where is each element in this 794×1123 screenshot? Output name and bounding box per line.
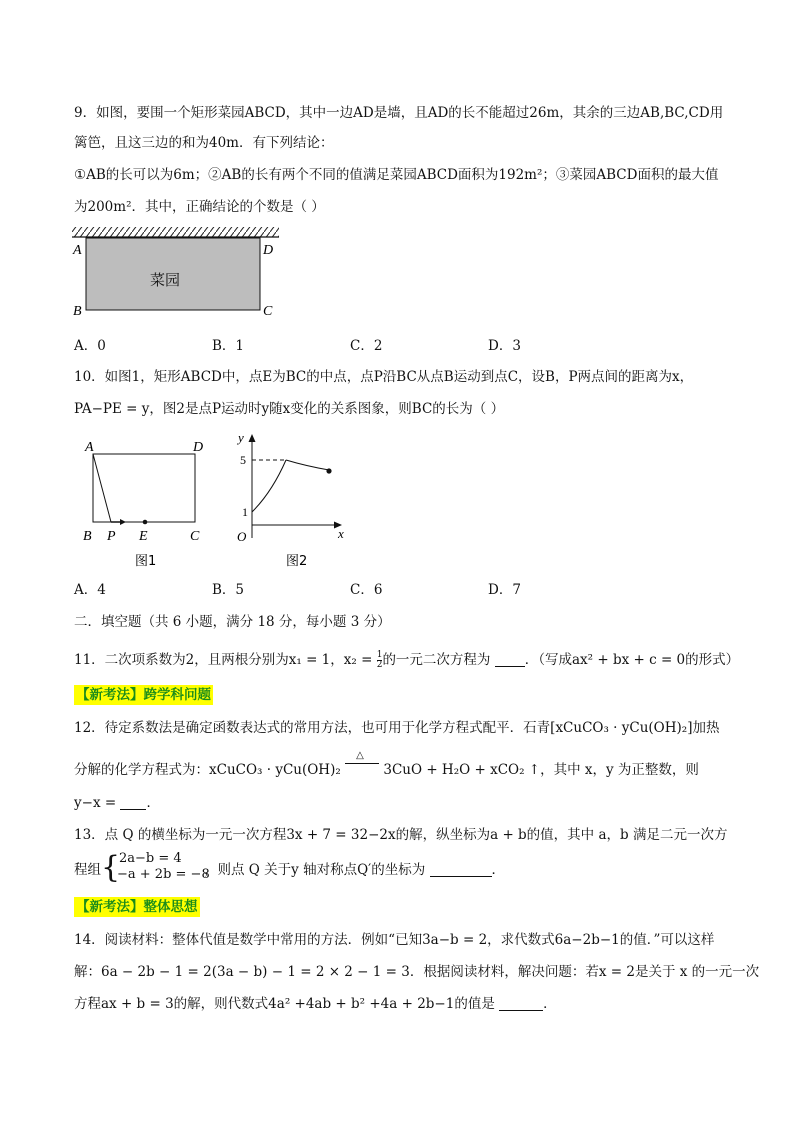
q14-line3-text: 方程ax + b = 3的解，则代数式4a² +4ab + b² +4a + 2b−1的值是 <box>74 996 495 1012</box>
q11-frac-den: 2 <box>376 660 383 670</box>
q9-option-d: D．3 <box>488 338 521 354</box>
q10-option-d: D．7 <box>488 582 521 598</box>
fig1-P: P <box>107 529 116 544</box>
q12-line3-text: y−x = <box>74 795 117 811</box>
eq-1: 2a−b = 4 <box>119 851 182 866</box>
equation-system <box>117 851 210 883</box>
q10-option-b: B．5 <box>212 582 245 598</box>
q11-line <box>74 650 739 670</box>
q9-option-c: C．2 <box>350 338 383 354</box>
q12-answer-blank[interactable] <box>120 795 146 810</box>
wall-hatching <box>72 227 279 237</box>
q13-line2-end: ． <box>491 862 505 878</box>
q12-line2-b: 3CuO + H₂O + xCO₂ ↑，其中 x，y 为正整数，则 <box>383 762 699 778</box>
point-D: D <box>263 243 274 258</box>
q10-figure1 <box>80 432 220 572</box>
fig2-tick-1: 1 <box>242 505 248 519</box>
q9-line1: 9．如图，要围一个矩形菜园ABCD，其中一边AD是墙，且AD的长不能超过26m，其余的三边AB,BC,CD用 <box>74 105 724 121</box>
q11-text-c: ．（写成ax² + bx + c = 0的形式） <box>524 652 740 668</box>
point-A: A <box>73 243 82 258</box>
reaction-line <box>345 763 379 764</box>
garden-label: 菜园 <box>150 271 181 289</box>
q9-option-b: B．1 <box>212 338 245 354</box>
q12-line3-end: ． <box>146 795 160 811</box>
q13-line2-b: ，则点 Q 关于y 轴对称点Q′的坐标为 <box>204 862 426 878</box>
point-B: B <box>73 304 82 319</box>
eq-2: −a + 2b = −8 <box>117 867 210 882</box>
q13-answer-blank[interactable] <box>430 862 492 877</box>
q13-line2-b-wrap <box>204 860 505 880</box>
point-C: C <box>263 304 273 319</box>
q14-line2: 解：6a − 2b − 1 = 2(3a − b) − 1 = 2 × 2 − 1 = 3．根据阅读材料，解决问题：若x = 2是关于 x 的一元一次 <box>74 964 760 980</box>
new-method-tag-1: 【新考法】跨学科问题 <box>76 687 211 703</box>
q12-heat-arrow <box>345 750 379 774</box>
q10-figure2 <box>228 426 358 572</box>
y-axis-arrow <box>249 434 256 442</box>
q12-line1: 12．待定系数法是确定函数表达式的常用方法，也可用于化学方程式配平．石青[xCuCO₃ · yCu(OH)₂]加热 <box>74 720 720 736</box>
fig1-A: A <box>85 440 94 455</box>
q9-line3: ①AB的长可以为6m；②AB的长有两个不同的值满足菜园ABCD面积为192m²；③菜园ABCD面积的最大值 <box>74 167 719 183</box>
q10-line1: 10．如图1，矩形ABCD中，点E为BC的中点，点P沿BC从点B运动到点C，设B，P两点间的距离为x， <box>74 369 694 385</box>
fig1-C: C <box>190 529 200 544</box>
fig2-x-label: x <box>338 526 344 541</box>
q9-garden-figure <box>66 224 286 324</box>
q11-answer-blank[interactable] <box>495 652 525 667</box>
q14-line3 <box>74 994 557 1014</box>
q13-line1: 13．点 Q 的横坐标为一元一次方程3x + 7 = 32−2x的解，纵坐标为a + b的值，其中 a，b 满足二元一次方 <box>74 827 728 843</box>
arrow-head <box>120 519 126 525</box>
curve-falling <box>286 460 329 470</box>
heat-symbol: △ <box>356 750 364 761</box>
q14-answer-blank[interactable] <box>499 996 543 1011</box>
fig2-y-label: y <box>238 430 244 445</box>
q10-option-c: C．6 <box>350 582 383 598</box>
q11-frac-num: 1 <box>376 650 383 660</box>
q9-line4: 为200m²．其中，正确结论的个数是（ ） <box>74 199 325 215</box>
q10-line2: PA−PE = y，图2是点P运动时y随x变化的关系图象，则BC的长为（ ） <box>74 401 505 417</box>
q9-line2: 篱笆，且这三边的和为40m．有下列结论： <box>74 135 334 151</box>
curve-end-dot <box>326 468 331 473</box>
q14-line1: 14．阅读材料：整体代值是数学中常用的方法．例如“已知3a−b = 2，求代数式6a−2b−1的值．”可以这样 <box>74 932 715 948</box>
section-heading: 二．填空题（共 6 小题，满分 18 分，每小题 3 分） <box>74 614 391 630</box>
fig1-E: E <box>139 529 148 544</box>
q12-line3 <box>74 793 160 813</box>
q9-option-a: A．0 <box>74 338 106 354</box>
fig2-caption: 图2 <box>286 554 308 569</box>
q13-line2-a: 程组 <box>74 862 101 878</box>
fig1-B: B <box>83 529 92 544</box>
segment-AP <box>93 454 111 522</box>
curve-rising <box>252 460 286 512</box>
new-method-tag-2: 【新考法】整体思想 <box>76 899 198 915</box>
system-brace: { <box>101 850 121 885</box>
q11-text-b: 的一元二次方程为 <box>382 652 491 668</box>
q11-text-a: 11．二次项系数为2，且两根分别为x₁ = 1，x₂ = <box>74 652 373 668</box>
fig2-tick-5: 5 <box>240 453 246 467</box>
q12-line2 <box>74 750 699 780</box>
fig1-D: D <box>193 440 204 455</box>
point-E-dot <box>143 520 148 525</box>
q12-line2-a: 分解的化学方程式为：xCuCO₃ · yCu(OH)₂ <box>74 762 341 778</box>
fig1-caption: 图1 <box>135 554 157 569</box>
q10-option-a: A．4 <box>74 582 106 598</box>
q14-line3-end: ． <box>543 996 557 1012</box>
fig2-origin: O <box>237 529 247 544</box>
